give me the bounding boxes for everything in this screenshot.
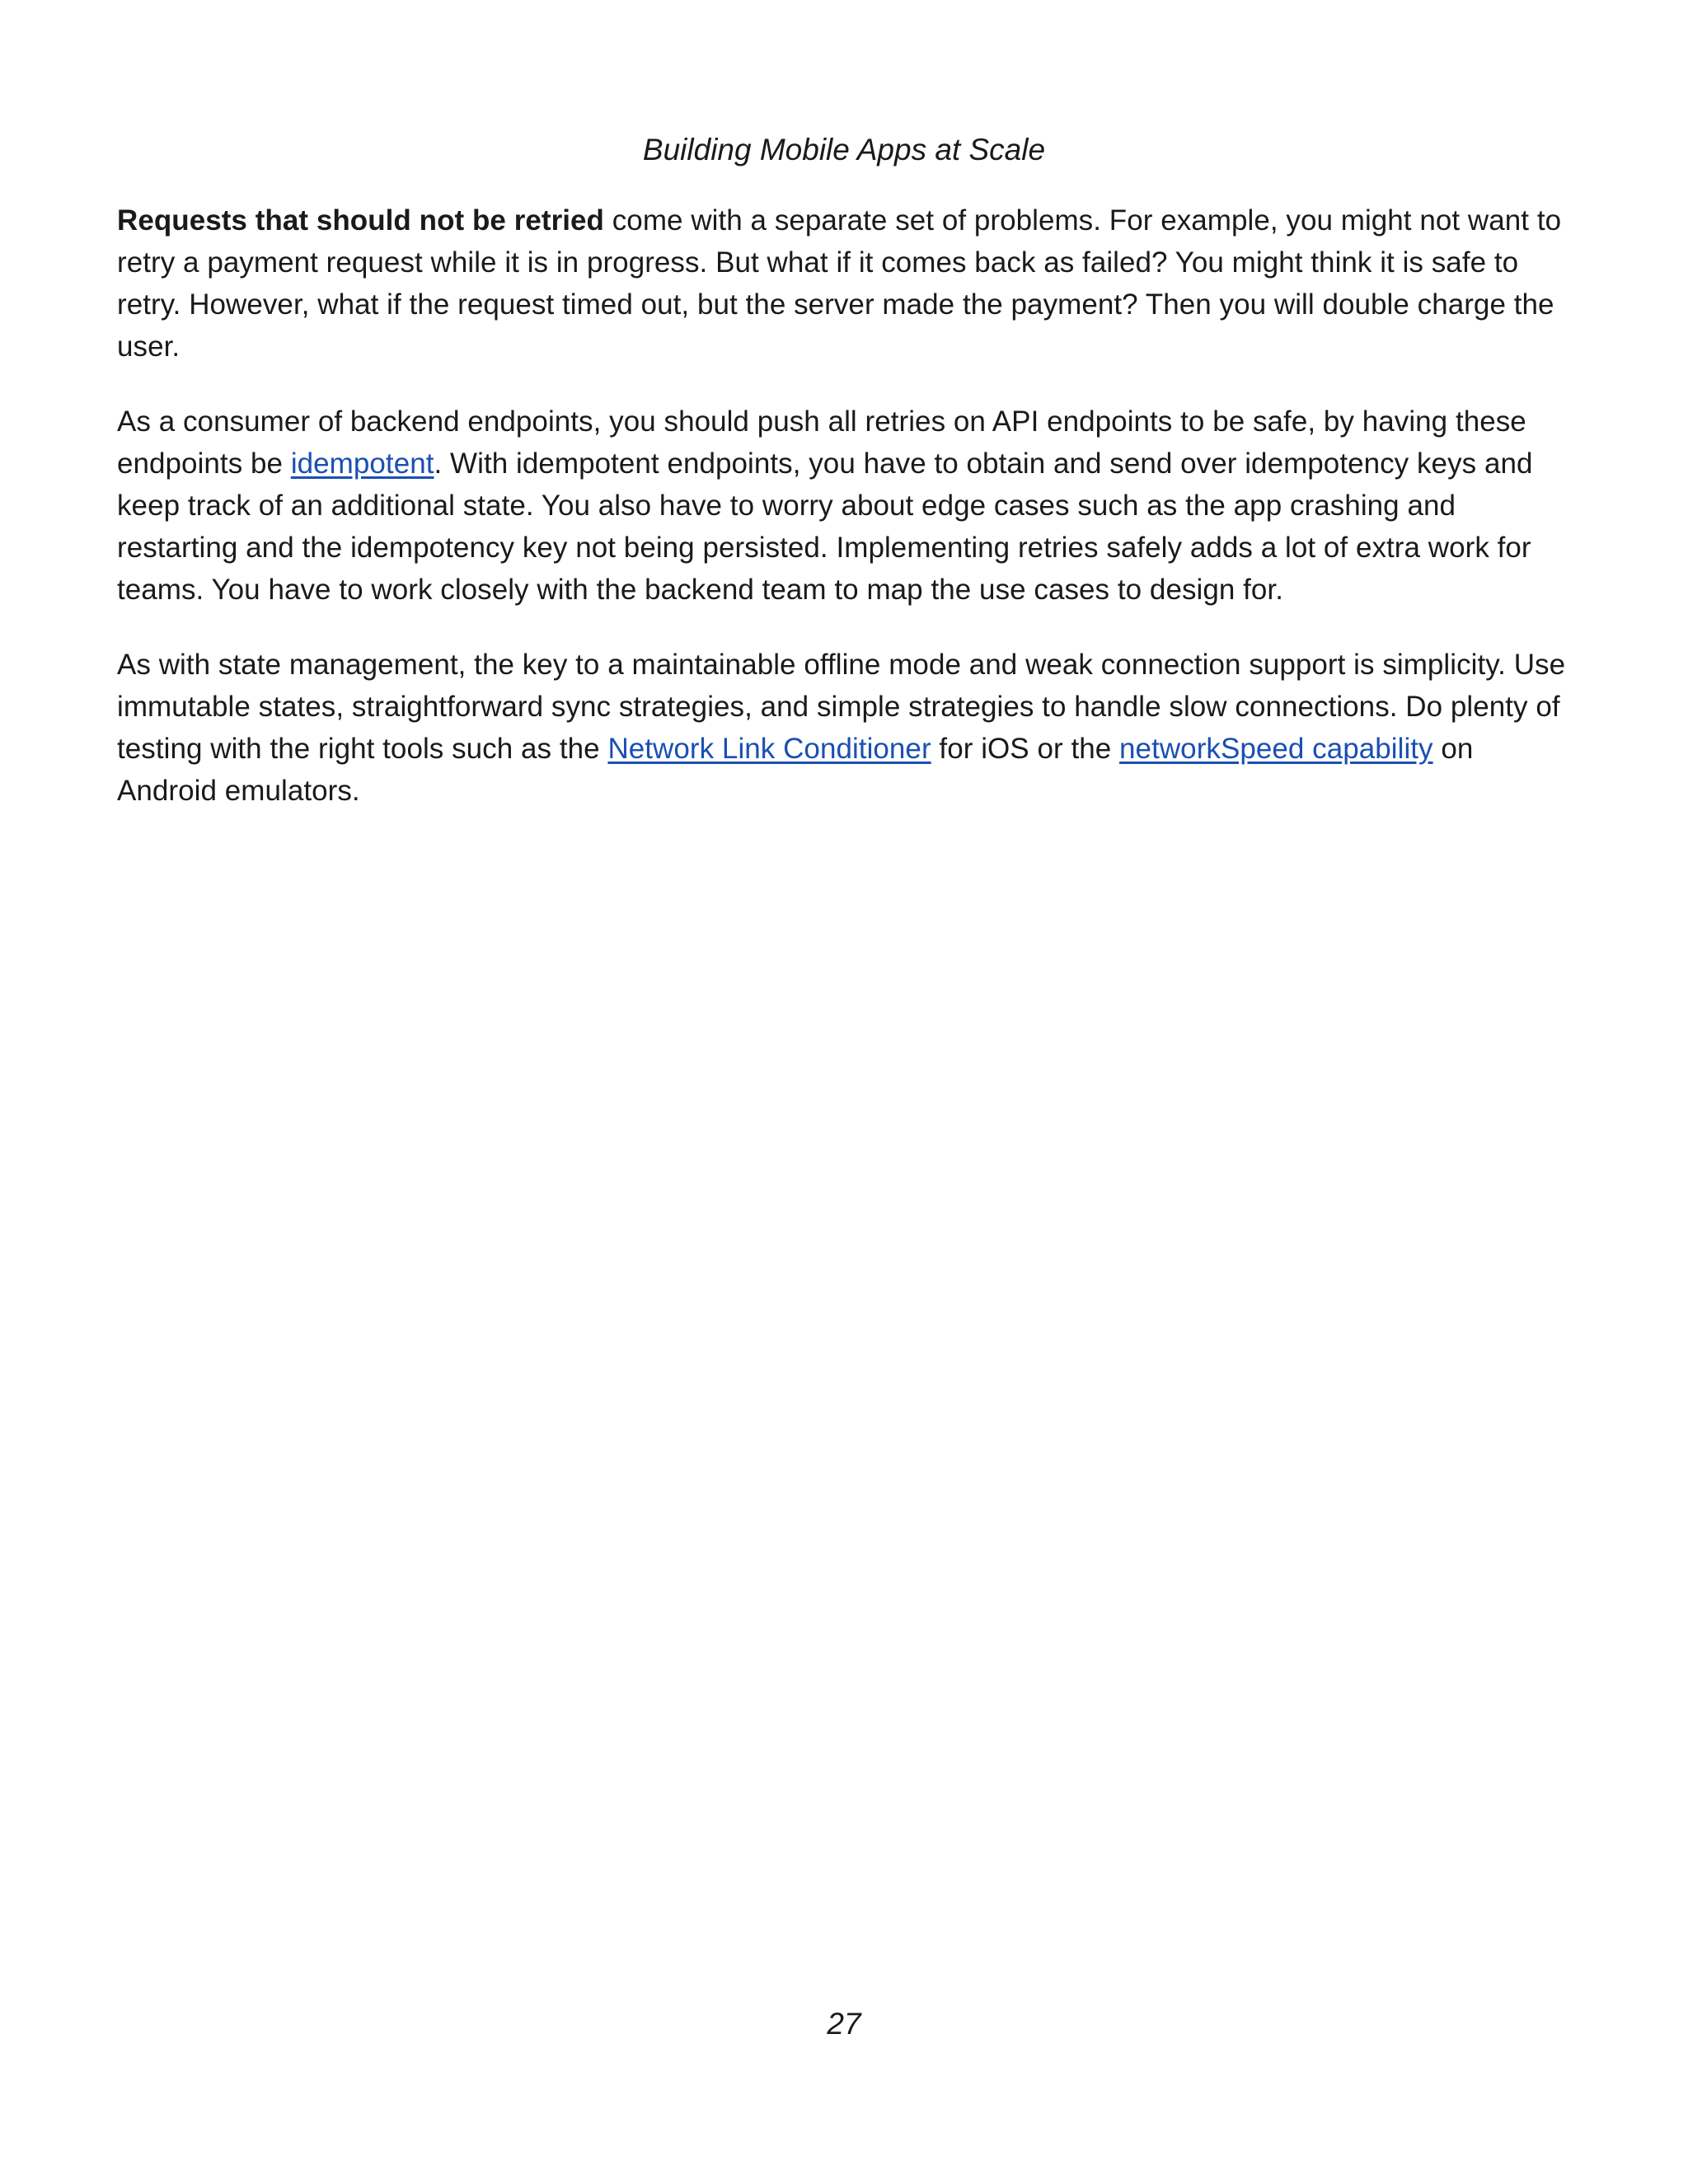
paragraph-text: As with state management, the key to a maintainable offline mode and weak connection support is simplicity. Use immutable states, straightforward sync strategies, and simple strategies to handle slow connections. Do plenty of testing with the right tools such as the [117, 649, 1566, 765]
paragraph-text: for iOS or the [931, 733, 1120, 765]
paragraph-non-retriable-requests [117, 199, 1574, 368]
paragraph-text: come with a separate set of problems. For example, you might not want to retry a payment request while it is in progress. But what if it comes back as failed? You might think it is safe to retry. However, what if the request timed out, but the server made the payment? Then you will double charge the user. [117, 204, 1562, 363]
bold-lead-text: Requests that should not be retried [117, 204, 604, 237]
paragraph-text: . With idempotent endpoints, you have to obtain and send over idempotency keys and keep track of an additional state. You also have to worry about edge cases such as the app crashing and restarting and the idempotency key not being persisted. Implementing retries safely adds a lot of extra work for teams. You have to work closely with the backend team to map the use cases to design for. [117, 448, 1533, 606]
page-number: 27 [827, 2007, 861, 2041]
paragraph-idempotent-endpoints [117, 401, 1574, 611]
paragraph-text: As a consumer of backend endpoints, you should push all retries on API endpoints to be safe, by having these endpoints be [117, 405, 1526, 480]
body-text [117, 199, 1574, 845]
idempotent-link[interactable]: idempotent [290, 448, 434, 480]
paragraph-simplicity [117, 644, 1574, 812]
network-speed-capability-link[interactable]: networkSpeed capability [1119, 733, 1433, 765]
paragraph-text: on Android emulators. [117, 733, 1474, 807]
running-title: Building Mobile Apps at Scale [642, 133, 1046, 166]
network-link-conditioner-link[interactable]: Network Link Conditioner [607, 733, 931, 765]
